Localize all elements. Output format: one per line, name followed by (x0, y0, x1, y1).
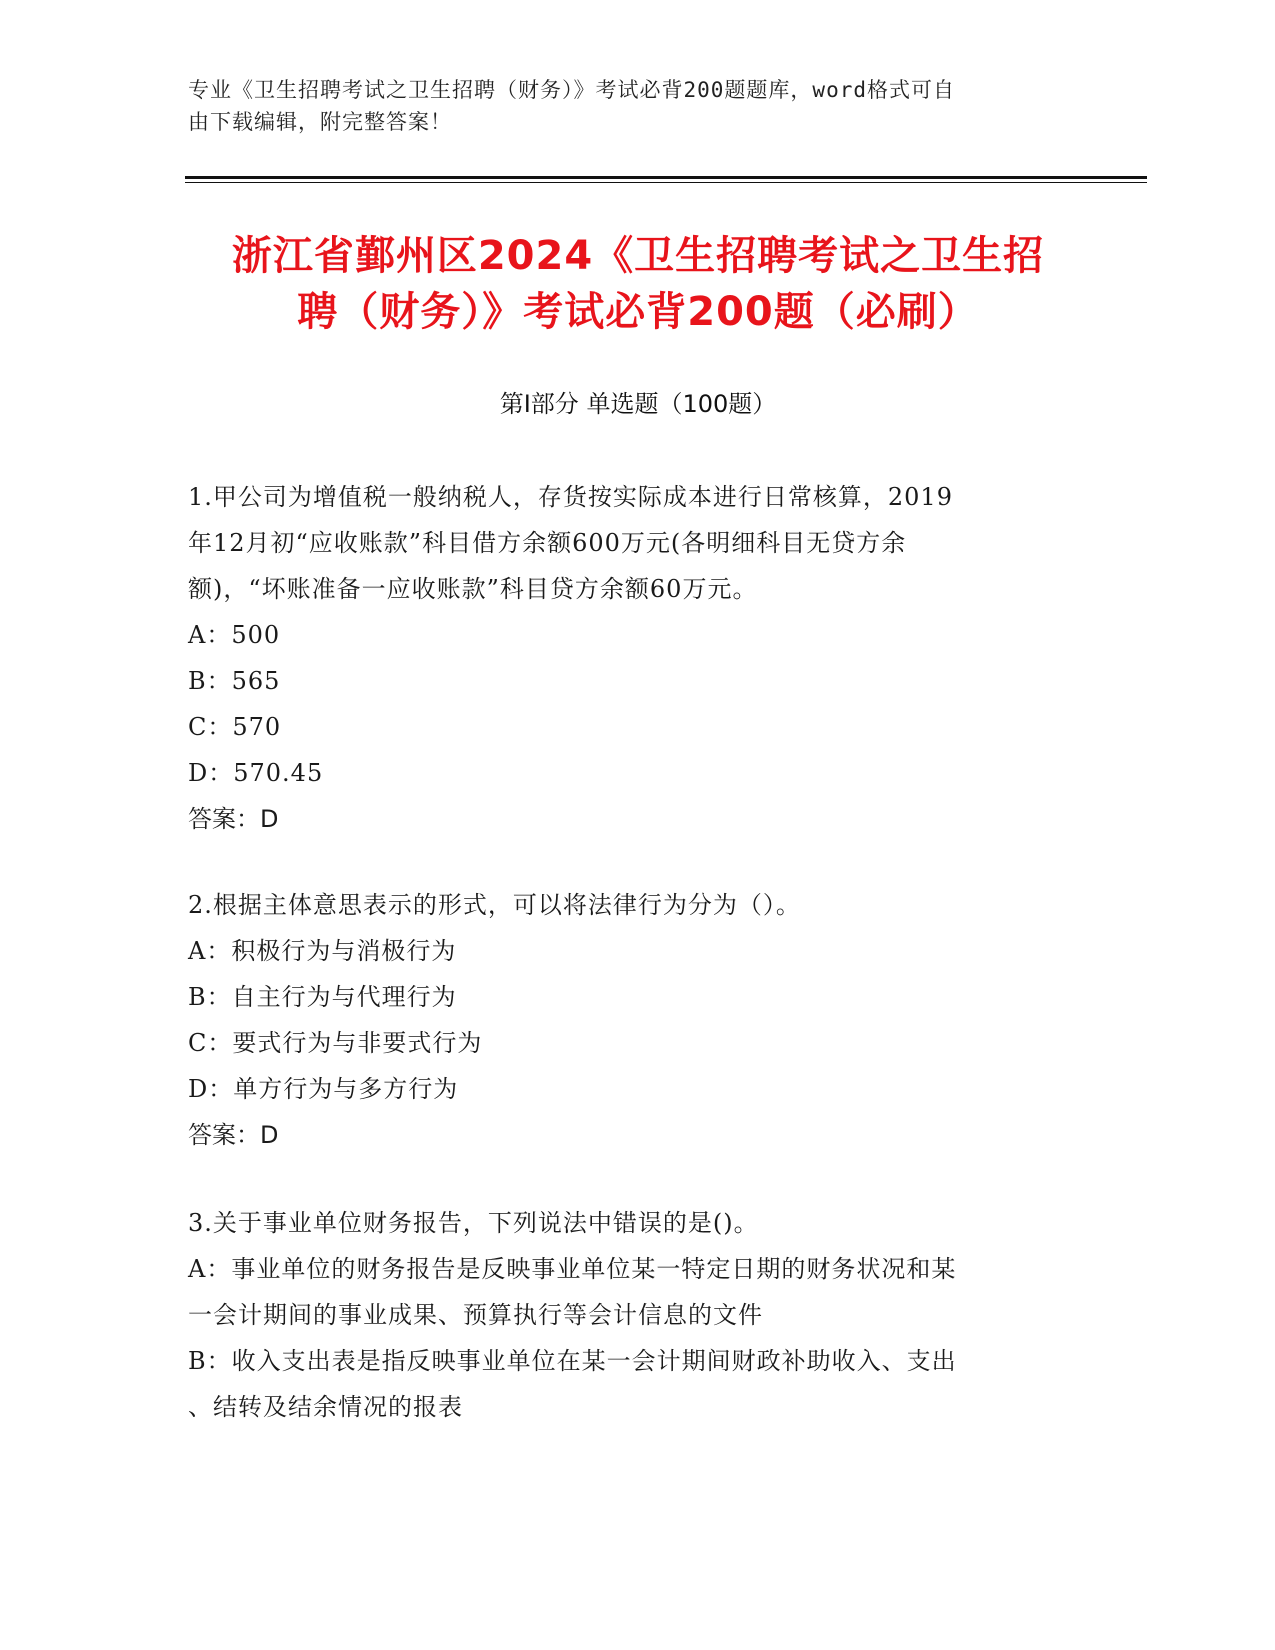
option-c: C：570 (188, 713, 282, 741)
section-title: 第Ⅰ部分 单选题（100题） (499, 390, 777, 418)
header-note-line: 由下载编辑，附完整答案！ (188, 110, 452, 134)
answer-line: 答案：D (188, 1121, 279, 1149)
question-1 (188, 474, 1068, 842)
document-title (188, 228, 1088, 340)
header-note-line: 专业《卫生招聘考试之卫生招聘（财务）》考试必背200题题库，word格式可自 (188, 78, 955, 102)
header-note (188, 74, 1068, 138)
option-a: A：500 (188, 621, 281, 649)
question-stem-line: 3.关于事业单位财务报告，下列说法中错误的是()。 (188, 1209, 759, 1237)
option-c: C：要式行为与非要式行为 (188, 1029, 483, 1057)
option-b: B：自主行为与代理行为 (188, 983, 457, 1011)
option-a: A：积极行为与消极行为 (188, 937, 457, 965)
option-d: D：570.45 (188, 759, 324, 787)
option-a-line: A：事业单位的财务报告是反映事业单位某一特定日期的财务状况和某 (188, 1255, 957, 1283)
option-d: D：单方行为与多方行为 (188, 1075, 459, 1103)
option-b-line: B：收入支出表是指反映事业单位在某一会计期间财政补助收入、支出 (188, 1347, 957, 1375)
question-stem-line: 1.甲公司为增值税一般纳税人，存货按实际成本进行日常核算，2019 (188, 483, 953, 511)
option-b: B：565 (188, 667, 281, 695)
header-divider-thick (185, 176, 1147, 179)
question-3 (188, 1200, 1068, 1430)
document-title-line: 聘（财务）》考试必背200题（必刷） (297, 289, 979, 335)
header-divider-thin (185, 182, 1147, 183)
document-title-line: 浙江省鄞州区2024《卫生招聘考试之卫生招 (231, 233, 1045, 279)
option-b-line: 、结转及结余情况的报表 (188, 1393, 463, 1421)
question-stem-line: 额)，“坏账准备一应收账款”科目贷方余额60万元。 (188, 575, 758, 603)
question-2 (188, 882, 1068, 1158)
answer-line: 答案：D (188, 805, 279, 833)
question-stem-line: 2.根据主体意思表示的形式，可以将法律行为分为（）。 (188, 891, 801, 919)
question-stem-line: 年12月初“应收账款”科目借方余额600万元(各明细科目无贷方余 (188, 529, 907, 557)
option-a-line: 一会计期间的事业成果、预算执行等会计信息的文件 (188, 1301, 763, 1329)
